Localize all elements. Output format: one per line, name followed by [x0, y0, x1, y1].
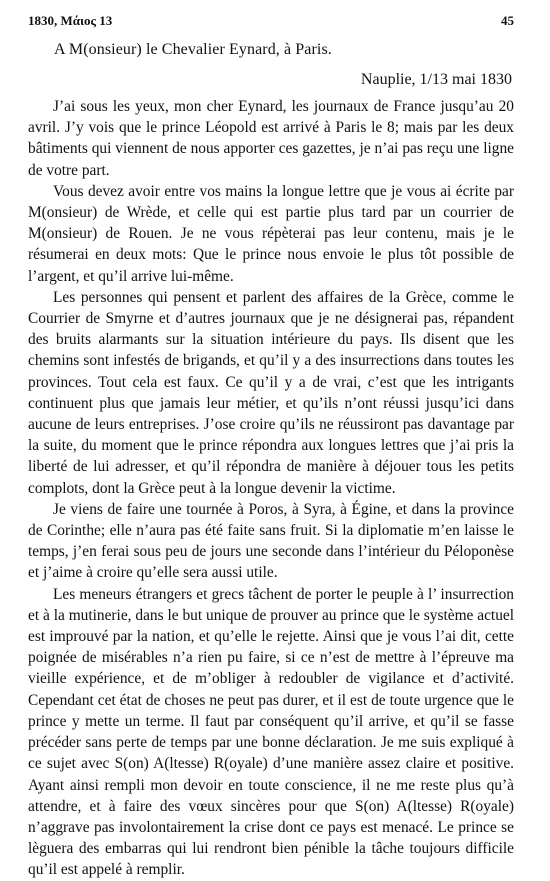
- letter-dateline: Nauplie, 1/13 mai 1830: [360, 71, 512, 88]
- paragraph: Les meneurs étrangers et grecs tâchent de porter le peuple à l’ insurrection et à la mutinerie, dans le but unique de prouver au prince que le système actuel est improuvé par la nation, et qu’elle le rejette. Ainsi que je vous l’ai dit, cette poignée de misérables n’a rien pu faire, si ce n’est de mettre à l’épreuve ma vieille expérience, et de m’obliger à redoubler de vigilance et d’activité. Cependant cet état de choses ne peut pas durer, et il est de toute urgence que le prince y mette un terme. Il faut par conséquent qu’il arrive, et qu’il se fasse précéder sans perte de temps par une bonne déclaration. Je me suis expliqué à ce sujet avec S(on) A(ltesse) R(oyale) d’une manière assez claire et positive. Ayant ainsi rempli mon devoir en toute conscience, il ne me reste plus qu’à attendre, et à faire des vœux sincères pour que S(on) A(ltesse) R(oyale) n’aggrave pas involontairement la crise dont ce pays est menacé. Le prince se lèguera des embarras qui lui rendront bien pénible la tâche toujours difficile qu’il est appelé à remplir.: [28, 585, 514, 879]
- paragraph: Je viens de faire une tournée à Poros, à Syra, à Égine, et dans la province de Corinthe; elle n’aura pas été faite sans fruit. Si la diplomatie m’en laisse le temps, j’en ferai sous peu de jours une seconde dans l’intérieur du Péloponèse et j’aime à croire qu’elle sera aussi utile.: [28, 500, 514, 582]
- paragraph: Les personnes qui pensent et parlent des affaires de la Grèce, comme le Courrier de Smyrne et d’autres journaux que je ne désignerai pas, répandent des bruits alarmants sur la situation intérieure du pays. Ils disent que les chemins sont infestés de brigands, et qu’il y a des insurrections dans toutes les provinces. Tout cela est faux. Ce qu’il y a de vrai, c’est que les intrigants continuent plus que jamais leur métier, et qu’ils n’ont réussi jusqu’ici dans aucune de leurs entreprises. J’ose croire qu’ils ne réussiront pas davantage par la suite, du moment que le prince répondra aux longues lettres que j’ai pris la liberté de lui adresser, et qu’il répondra de manière à déjouer tous les petits complots, dont la Grèce peut à la longue devenir la victime.: [28, 288, 514, 497]
- letter-address: A M(onsieur) le Chevalier Eynard, à Paris.: [54, 41, 332, 58]
- page-number: 45: [501, 13, 514, 28]
- running-header: [28, 13, 514, 29]
- paragraph: Vous devez avoir entre vos mains la longue lettre que je vous ai écrite par M(onsieur) de Wrède, et celle qui est partie plus tard par un courrier de M(onsieur) de Rouen. Je ne vous répèterai pas leur contenu, mais je le résumerai en deux mots: Que le prince nous envoie le plus tôt possible de l’argent, et qu’il arrive lui-même.: [28, 182, 514, 285]
- header-date: 1830, Μάιος 13: [28, 13, 113, 28]
- letter-body: [28, 96, 514, 881]
- paragraph: J’ai sous les yeux, mon cher Eynard, les journaux de France jusqu’au 20 avril. J’y vois que le prince Léopold est arrivé à Paris le 8; mais par les deux bâtiments qui viennent de nous apporter ces gazettes, je n’ai pas reçu une ligne de votre part.: [28, 98, 514, 179]
